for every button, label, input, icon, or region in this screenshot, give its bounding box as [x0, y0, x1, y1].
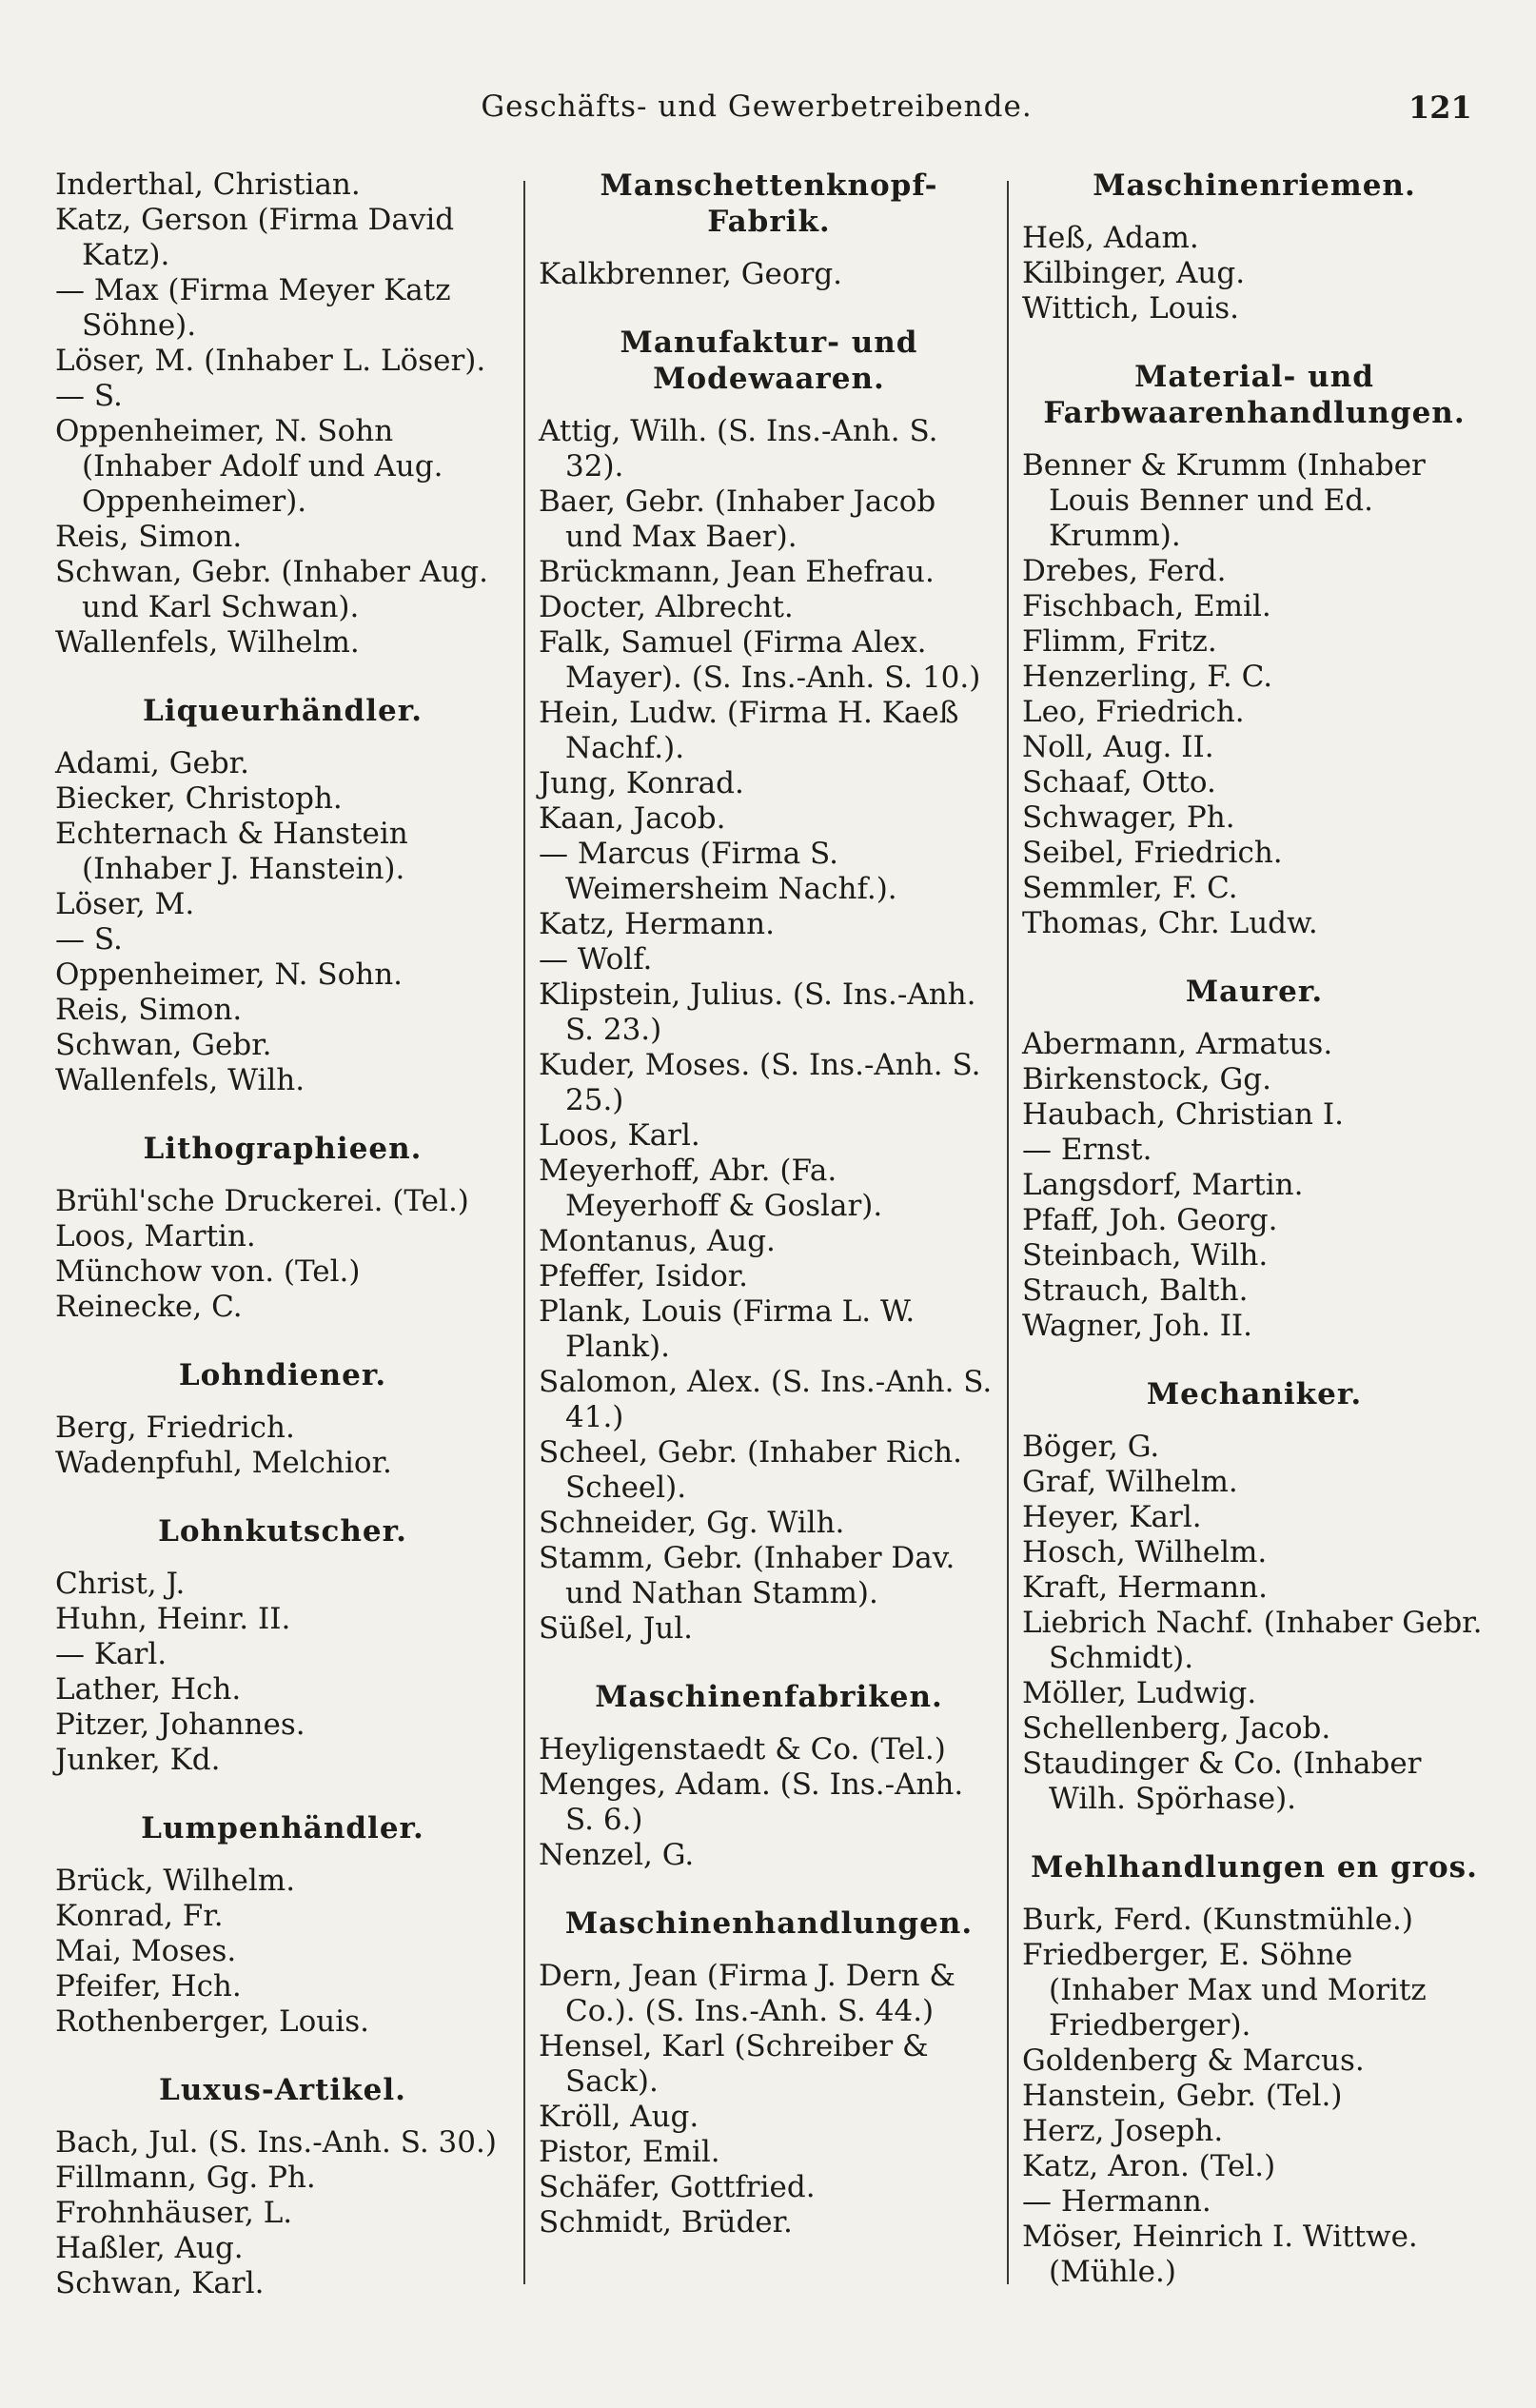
directory-entry: Oppenheimer, N. Sohn (Inhaber Adolf und Aug. Oppenheimer).: [55, 414, 443, 519]
directory-entry: Abermann, Armatus.: [1022, 1027, 1333, 1061]
directory-entry: Fischbach, Emil.: [1022, 589, 1271, 623]
directory-entry: Scheel, Gebr. (Inhaber Rich. Scheel).: [539, 1435, 963, 1505]
directory-entry: Thomas, Chr. Ludw.: [1022, 906, 1318, 940]
directory-entry: Meyerhoff, Abr. (Fa. Meyerhoff & Goslar).: [539, 1154, 883, 1223]
directory-entry: Falk, Samuel (Firma Alex. Mayer). (S. Ins.-Anh. S. 10.): [539, 625, 981, 695]
directory-entry: Wallenfels, Wilh.: [55, 1063, 305, 1097]
directory-entry: Rothenberger, Louis.: [55, 2004, 369, 2039]
directory-entry: Löser, M. (Inhaber L. Löser).: [55, 344, 486, 378]
directory-entry: Katz, Gerson (Firma David Katz).: [55, 203, 455, 272]
directory-entry: Kröll, Aug.: [539, 2100, 699, 2134]
directory-entry: Brühl'sche Druckerei. (Tel.): [55, 1184, 469, 1218]
directory-entry: Schellenberg, Jacob.: [1022, 1711, 1331, 1746]
directory-entry: Hein, Ludw. (Firma H. Kaeß Nachf.).: [539, 696, 959, 765]
directory-entry: Hosch, Wilhelm.: [1022, 1535, 1268, 1569]
section-heading: Lohndiener.: [178, 1358, 387, 1392]
directory-entry: — Karl.: [55, 1637, 167, 1671]
section-heading: Maschinenriemen.: [1093, 168, 1416, 203]
column-divider: [523, 181, 525, 2284]
directory-entry: Mai, Moses.: [55, 1934, 237, 1968]
directory-entry: Löser, M.: [55, 887, 195, 921]
section-heading: Luxus-Artikel.: [159, 2073, 406, 2107]
directory-entry: Möller, Ludwig.: [1022, 1676, 1257, 1710]
directory-entry: Loos, Martin.: [55, 1219, 256, 1253]
directory-entry: Kraft, Hermann.: [1022, 1570, 1268, 1605]
directory-entry: Dern, Jean (Firma J. Dern & Co.). (S. Ins.-Anh. S. 44.): [539, 1959, 955, 2028]
directory-entry: Oppenheimer, N. Sohn.: [55, 957, 404, 992]
directory-entry: Schneider, Gg. Wilh.: [539, 1506, 845, 1540]
directory-entry: Heß, Adam.: [1022, 221, 1199, 255]
directory-entry: Jung, Konrad.: [539, 766, 744, 800]
directory-entry: Brückmann, Jean Ehefrau.: [539, 555, 935, 589]
directory-entry: Möser, Heinrich I. Wittwe. (Mühle.): [1022, 2220, 1418, 2289]
directory-entry: Schwan, Gebr.: [55, 1028, 272, 1062]
directory-entry: Kilbinger, Aug.: [1022, 256, 1246, 290]
directory-entry: Pfeffer, Isidor.: [539, 1259, 749, 1293]
directory-entry: Pitzer, Johannes.: [55, 1707, 305, 1742]
directory-entry: Christ, J.: [55, 1567, 186, 1601]
directory-entry: — S.: [55, 379, 123, 413]
directory-entry: Klipstein, Julius. (S. Ins.-Anh. S. 23.): [539, 977, 976, 1047]
directory-entry: Echternach & Hanstein (Inhaber J. Hanstein).: [55, 817, 408, 886]
section-heading: Maurer.: [1185, 975, 1324, 1009]
section-heading: Manschettenknopf-Fabrik.: [600, 168, 938, 239]
directory-entry: Goldenberg & Marcus.: [1022, 2043, 1365, 2078]
directory-entry: Schmidt, Brüder.: [539, 2205, 793, 2240]
directory-entry: Haubach, Christian I.: [1022, 1097, 1344, 1132]
directory-entry: Liebrich Nachf. (Inhaber Gebr. Schmidt).: [1022, 1606, 1483, 1675]
directory-entry: Graf, Wilhelm.: [1022, 1465, 1238, 1499]
section-heading: Maschinenhandlungen.: [564, 1906, 974, 1941]
directory-entry: Frohnhäuser, L.: [55, 2196, 293, 2230]
column-right: [1022, 168, 1487, 2290]
section-heading: Manufaktur- und Modewaaren.: [620, 326, 918, 396]
directory-entry: Schwan, Karl.: [55, 2266, 265, 2300]
directory-entry: Benner & Krumm (Inhaber Louis Benner und Ed. Krumm).: [1022, 448, 1426, 553]
directory-entry: Friedberger, E. Söhne (Inhaber Max und Moritz Friedberger).: [1022, 1938, 1427, 2043]
directory-entry: Brück, Wilhelm.: [55, 1864, 296, 1898]
directory-entry: Plank, Louis (Firma L. W. Plank).: [539, 1294, 916, 1364]
column-left: [55, 168, 510, 2301]
directory-entry: Semmler, F. C.: [1022, 871, 1238, 905]
directory-entry: — Ernst.: [1022, 1133, 1152, 1167]
section-heading: Liqueurhändler.: [143, 694, 423, 728]
directory-entry: Heyer, Karl.: [1022, 1500, 1202, 1534]
section-heading: Maschinenfabriken.: [595, 1680, 943, 1714]
directory-entry: Katz, Aron. (Tel.): [1022, 2149, 1276, 2183]
directory-entry: Leo, Friedrich.: [1022, 695, 1245, 729]
directory-entry: Birkenstock, Gg.: [1022, 1062, 1271, 1096]
directory-entry: Hensel, Karl (Schreiber & Sack).: [539, 2029, 929, 2099]
directory-entry: Herz, Joseph.: [1022, 2114, 1224, 2148]
directory-entry: Schaaf, Otto.: [1022, 765, 1216, 799]
directory-entry: Huhn, Heinr. II.: [55, 1602, 291, 1636]
directory-entry: Konrad, Fr.: [55, 1899, 224, 1933]
directory-entry: Salomon, Alex. (S. Ins.-Anh. S. 41.): [539, 1365, 993, 1434]
directory-entry: Seibel, Friedrich.: [1022, 836, 1283, 870]
directory-entry: Attig, Wilh. (S. Ins.-Anh. S. 32).: [539, 414, 938, 484]
section-heading: Mechaniker.: [1146, 1377, 1363, 1411]
directory-entry: Hanstein, Gebr. (Tel.): [1022, 2079, 1343, 2113]
running-title: Geschäfts- und Gewerbetreibende.: [481, 89, 1033, 124]
directory-entry: Fillmann, Gg. Ph.: [55, 2161, 316, 2195]
column-divider: [1007, 181, 1009, 2284]
directory-entry: Schäfer, Gottfried.: [539, 2170, 816, 2204]
directory-entry: Haßler, Aug.: [55, 2231, 244, 2265]
directory-entry: Nenzel, G.: [539, 1838, 695, 1872]
directory-entry: Süßel, Jul.: [539, 1611, 694, 1646]
directory-entry: Reis, Simon.: [55, 520, 243, 554]
directory-entry: Lather, Hch.: [55, 1672, 242, 1707]
directory-entry: — Max (Firma Meyer Katz Söhne).: [55, 273, 451, 343]
section-heading: Mehlhandlungen en gros.: [1031, 1850, 1478, 1885]
directory-entry: Reinecke, C.: [55, 1290, 243, 1324]
directory-entry: Berg, Friedrich.: [55, 1411, 295, 1445]
directory-entry: Inderthal, Christian.: [55, 168, 361, 202]
directory-entry: Wittich, Louis.: [1022, 291, 1239, 326]
directory-entry: Kuder, Moses. (S. Ins.-Anh. S. 25.): [539, 1048, 981, 1117]
directory-entry: Steinbach, Wilh.: [1022, 1238, 1269, 1273]
section-heading: Lohnkutscher.: [158, 1514, 407, 1549]
directory-entry: Schwager, Ph.: [1022, 800, 1235, 835]
directory-entry: Menges, Adam. (S. Ins.-Anh. S. 6.): [539, 1767, 964, 1837]
directory-entry: Stamm, Gebr. (Inhaber Dav. und Nathan Stamm).: [539, 1541, 955, 1610]
directory-entry: Wagner, Joh. II.: [1022, 1309, 1253, 1343]
directory-entry: Wadenpfuhl, Melchior.: [55, 1446, 392, 1480]
directory-entry: Bach, Jul. (S. Ins.-Anh. S. 30.): [55, 2125, 497, 2160]
section-heading: Lithographieen.: [143, 1132, 423, 1166]
directory-entry: Strauch, Balth.: [1022, 1273, 1249, 1308]
directory-entry: Katz, Hermann.: [539, 907, 775, 941]
directory-entry: Flimm, Fritz.: [1022, 624, 1217, 659]
directory-entry: — Hermann.: [1022, 2184, 1211, 2219]
directory-entry: Biecker, Christoph.: [55, 781, 343, 816]
directory-entry: Wallenfels, Wilhelm.: [55, 625, 360, 660]
directory-entry: Henzerling, F. C.: [1022, 660, 1273, 694]
directory-entry: Kalkbrenner, Georg.: [539, 257, 843, 291]
directory-entry: Reis, Simon.: [55, 993, 243, 1027]
directory-entry: Schwan, Gebr. (Inhaber Aug. und Karl Schwan).: [55, 555, 488, 624]
column-middle: [539, 168, 999, 2240]
directory-entry: Docter, Albrecht.: [539, 590, 794, 624]
directory-entry: Staudinger & Co. (Inhaber Wilh. Spörhase).: [1022, 1747, 1422, 1816]
directory-entry: Adami, Gebr.: [55, 746, 249, 780]
directory-entry: Junker, Kd.: [55, 1743, 221, 1777]
directory-entry: Loos, Karl.: [539, 1118, 700, 1153]
directory-entry: Montanus, Aug.: [539, 1224, 776, 1258]
section-heading: Lumpenhändler.: [141, 1811, 424, 1845]
directory-entry: Burk, Ferd. (Kunstmühle.): [1022, 1903, 1413, 1937]
directory-entry: — Wolf.: [539, 942, 653, 977]
directory-entry: Langsdorf, Martin.: [1022, 1168, 1304, 1202]
directory-entry: Heyligenstaedt & Co. (Tel.): [539, 1732, 946, 1767]
page-number: 121: [1408, 89, 1472, 126]
section-heading: Material- und Farbwaarenhandlungen.: [1043, 360, 1466, 430]
directory-entry: Böger, G.: [1022, 1430, 1160, 1464]
directory-entry: — S.: [55, 922, 123, 957]
directory-entry: Pfaff, Joh. Georg.: [1022, 1203, 1278, 1237]
directory-entry: Noll, Aug. II.: [1022, 730, 1214, 764]
page-header: [0, 84, 1536, 131]
directory-entry: Münchow von. (Tel.): [55, 1254, 361, 1289]
directory-entry: — Marcus (Firma S. Weimersheim Nachf.).: [539, 837, 897, 906]
directory-entry: Baer, Gebr. (Inhaber Jacob und Max Baer).: [539, 484, 936, 554]
directory-entry: Drebes, Ferd.: [1022, 554, 1227, 588]
directory-entry: Pfeifer, Hch.: [55, 1969, 242, 2003]
directory-entry: Pistor, Emil.: [539, 2135, 720, 2169]
directory-entry: Kaan, Jacob.: [539, 801, 726, 836]
